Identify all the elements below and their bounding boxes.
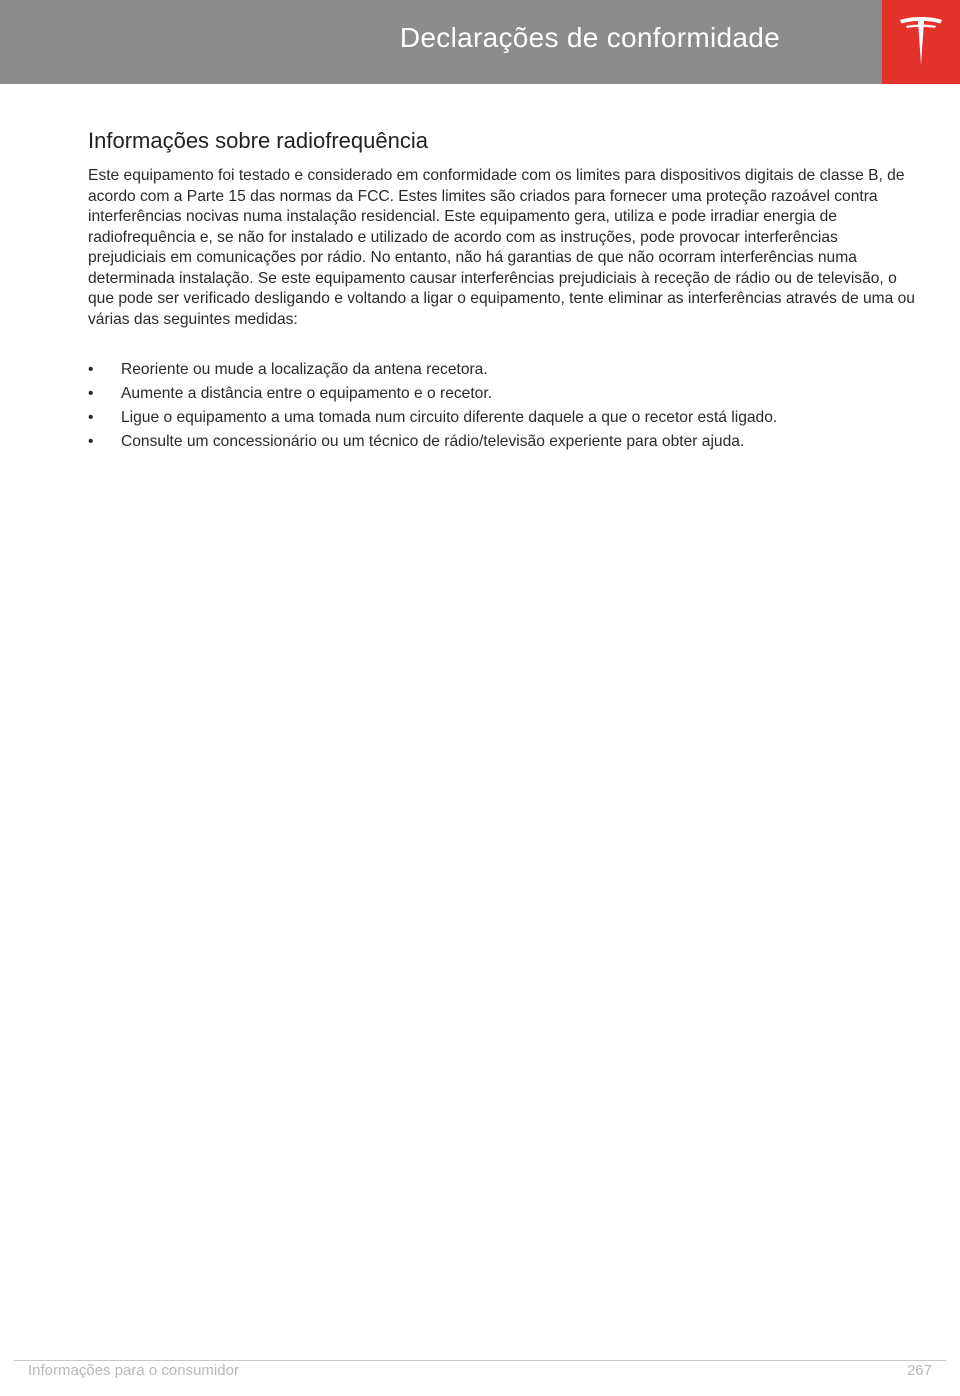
header-band <box>0 0 882 84</box>
bullet-icon: • <box>88 409 94 426</box>
page-header-title: Declarações de conformidade <box>399 22 780 53</box>
list-item <box>88 432 918 453</box>
brand-logo-box <box>882 0 960 84</box>
list-item-text: Consulte um concessionário ou um técnico de rádio/televisão experiente para obter ajuda. <box>121 433 745 450</box>
bullet-icon: • <box>88 361 94 378</box>
footer-page-number: 267 <box>906 1362 932 1379</box>
body-paragraph: Este equipamento foi testado e considerado em conformidade com os limites para dispositivos digitais de classe B, de acordo com a Parte 15 das normas da FCC. Estes limites são criados para fornecer uma proteção razoável contra interferências nocivas numa instalação residencial. Este equipamento gera, utiliza e pode irradiar energia de radiofrequência e, se não for instalado e utilizado de acordo com as instruções, pode provocar interferências prejudiciais em comunicações por rádio. No entanto, não há garantias de que não ocorram interferências numa determinada instalação. Se este equipamento causar interferências prejudiciais à receção de rádio ou de televisão, o que pode ser verificado desligando e voltando a ligar o equipamento, tente eliminar as interferências através de uma ou várias das seguintes medidas: <box>88 167 915 328</box>
list-item-text: Aumente a distância entre o equipamento e o recetor. <box>121 385 493 402</box>
list-item-text: Ligue o equipamento a uma tomada num circuito diferente daquele a que o recetor está ligado. <box>121 409 778 426</box>
list-item <box>88 408 918 429</box>
section-title: Informações sobre radiofrequência <box>88 128 428 153</box>
tesla-logo-icon <box>898 16 944 68</box>
measures-list <box>88 360 918 456</box>
list-item-text: Reoriente ou mude a localização da antena recetora. <box>121 361 488 378</box>
list-item <box>88 384 918 405</box>
list-item <box>88 360 918 381</box>
footer-divider <box>14 1360 946 1361</box>
bullet-icon: • <box>88 385 94 402</box>
bullet-icon: • <box>88 433 94 450</box>
footer-section-name: Informações para o consumidor <box>28 1362 239 1379</box>
